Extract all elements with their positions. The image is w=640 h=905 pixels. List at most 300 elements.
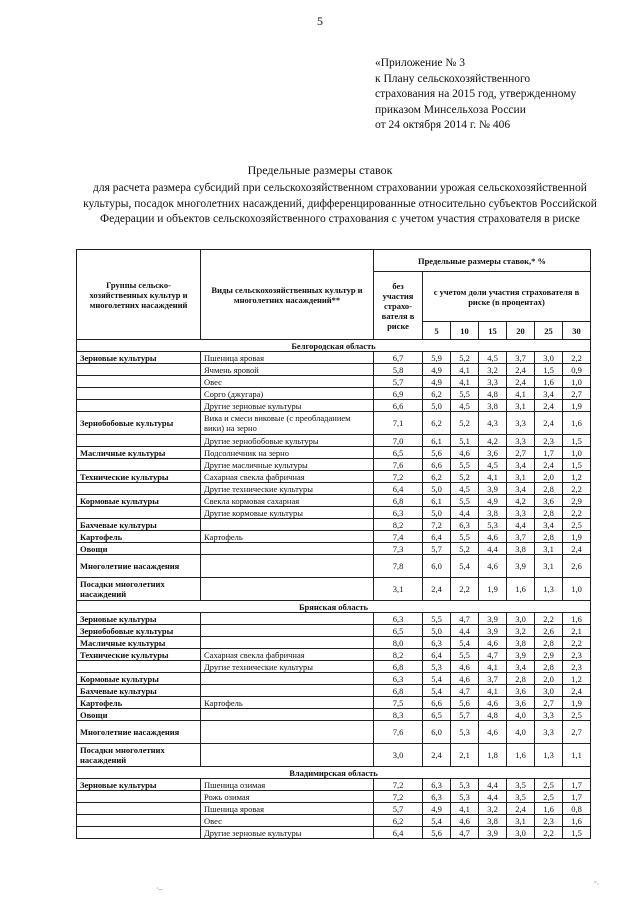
header-share: 10 [451, 322, 479, 340]
table-row [77, 519, 591, 531]
rate-with-participation: 1,0 [563, 578, 591, 601]
crop-group: Картофель [77, 697, 201, 709]
table-row [77, 779, 591, 791]
rate-with-participation: 4,9 [479, 495, 507, 507]
rate-with-participation: 4,6 [479, 697, 507, 709]
page-number: 5 [317, 14, 323, 28]
rate-with-participation: 3,2 [479, 364, 507, 376]
rate-with-participation: 2,3 [563, 649, 591, 661]
rate-with-participation: 5,2 [451, 352, 479, 364]
appendix-note [375, 56, 576, 134]
rate-with-participation: 2,8 [535, 661, 563, 673]
crop-group: Масличные культуры [77, 637, 201, 649]
rate-with-participation: 4,7 [451, 685, 479, 697]
crop-kind [201, 613, 374, 625]
rate-without-participation: 6,3 [374, 673, 423, 685]
rate-with-participation: 4,0 [507, 721, 535, 744]
rate-with-participation: 1,7 [563, 779, 591, 791]
crop-kind [201, 685, 374, 697]
rate-with-participation: 4,5 [451, 483, 479, 495]
rate-with-participation: 1,0 [563, 376, 591, 388]
rate-with-participation: 5,0 [423, 483, 451, 495]
rate-with-participation: 1,8 [479, 744, 507, 767]
rate-with-participation: 2,5 [563, 709, 591, 721]
rate-without-participation: 3,1 [374, 578, 423, 601]
rate-with-participation: 2,4 [507, 364, 535, 376]
crop-group: Бахчевые культуры [77, 519, 201, 531]
rate-without-participation: 6,4 [374, 483, 423, 495]
rate-without-participation: 6,2 [374, 815, 423, 827]
rate-with-participation: 5,7 [423, 543, 451, 555]
crop-kind [201, 543, 374, 555]
rate-with-participation: 5,3 [479, 519, 507, 531]
rate-with-participation: 4,1 [479, 471, 507, 483]
rate-with-participation: 3,7 [479, 673, 507, 685]
crop-kind [201, 578, 374, 601]
rate-with-participation: 4,8 [479, 388, 507, 400]
rate-with-participation: 5,3 [451, 779, 479, 791]
rate-with-participation: 1,6 [563, 412, 591, 435]
rate-with-participation: 3,9 [507, 555, 535, 578]
rate-without-participation: 6,3 [374, 613, 423, 625]
rate-with-participation: 3,5 [507, 791, 535, 803]
table-row [77, 803, 591, 815]
crop-kind [201, 673, 374, 685]
crop-kind: Сахарная свекла фабричная [201, 471, 374, 483]
rate-without-participation: 7,5 [374, 697, 423, 709]
rate-with-participation: 3,1 [535, 543, 563, 555]
rate-with-participation: 2,7 [563, 388, 591, 400]
rate-with-participation: 1,5 [535, 364, 563, 376]
rate-with-participation: 4,4 [479, 543, 507, 555]
rate-without-participation: 3,0 [374, 744, 423, 767]
rate-with-participation: 3,8 [479, 507, 507, 519]
rate-without-participation: 6,8 [374, 661, 423, 673]
rate-with-participation: 6,5 [423, 709, 451, 721]
rate-without-participation: 7,3 [374, 543, 423, 555]
rate-with-participation: 3,3 [479, 376, 507, 388]
rate-with-participation: 3,1 [507, 471, 535, 483]
rate-with-participation: 2,8 [507, 673, 535, 685]
rate-with-participation: 3,8 [507, 637, 535, 649]
rate-with-participation: 3,3 [535, 709, 563, 721]
header-with-participation: с учетом доли участия страхователя в риске (в процентах) [423, 272, 591, 322]
crop-group: Кормовые культуры [77, 495, 201, 507]
crop-kind: Пшеница яровая [201, 352, 374, 364]
rates-table [76, 249, 591, 839]
rate-with-participation: 6,3 [423, 637, 451, 649]
header-without-participation: без участия страхо-вателя в риске [374, 272, 423, 340]
rate-with-participation: 6,6 [423, 697, 451, 709]
rate-with-participation: 2,7 [507, 447, 535, 459]
rate-with-participation: 5,1 [451, 435, 479, 447]
rate-with-participation: 2,7 [535, 697, 563, 709]
table-row [77, 471, 591, 483]
crop-group: Зерновые культуры [77, 352, 201, 364]
table-row [77, 352, 591, 364]
rate-with-participation: 4,4 [507, 519, 535, 531]
rate-with-participation: 4,7 [451, 827, 479, 839]
crop-group: Многолетние насаждения [77, 555, 201, 578]
rate-with-participation: 2,4 [563, 543, 591, 555]
rate-with-participation: 6,3 [423, 779, 451, 791]
rate-with-participation: 1,9 [563, 697, 591, 709]
crop-kind: Другие зернобобовые культуры [201, 435, 374, 447]
rate-with-participation: 4,4 [479, 779, 507, 791]
rate-with-participation: 2,4 [423, 744, 451, 767]
rate-with-participation: 2,2 [451, 578, 479, 601]
crop-group: Зерновые культуры [77, 779, 201, 791]
rate-with-participation: 4,6 [479, 555, 507, 578]
rate-with-participation: 3,3 [507, 507, 535, 519]
rate-with-participation: 4,4 [451, 507, 479, 519]
rate-with-participation: 3,2 [479, 803, 507, 815]
rate-with-participation: 5,3 [423, 661, 451, 673]
rate-with-participation: 1,9 [563, 531, 591, 543]
rate-with-participation: 1,6 [563, 815, 591, 827]
rate-with-participation: 5,2 [451, 412, 479, 435]
appendix-line: к Плану сельскохозяйственного [375, 72, 531, 85]
header-group: Группы сельско-хозяйственных культур и многолетних насаждений [77, 250, 201, 340]
rate-with-participation: 5,5 [451, 459, 479, 471]
rate-without-participation: 8,0 [374, 637, 423, 649]
rate-with-participation: 1,5 [563, 459, 591, 471]
rate-without-participation: 7,2 [374, 471, 423, 483]
rate-with-participation: 2,8 [535, 637, 563, 649]
crop-kind [201, 625, 374, 637]
rate-with-participation: 4,6 [451, 661, 479, 673]
appendix-line: страхования на 2015 год, утвержденному [375, 88, 577, 100]
rate-with-participation: 2,9 [563, 495, 591, 507]
rate-with-participation: 6,4 [423, 531, 451, 543]
rate-with-participation: 4,4 [451, 625, 479, 637]
table-row [77, 625, 591, 637]
rate-with-participation: 5,5 [451, 388, 479, 400]
document-subtitle: для расчета размера субсидий при сельскохозяйственном страховании урожая сельскохозяйственной культуры, посадок многолетних насаждений, дифференцированные относительно субъектов Российской Федерации и объектов сельскохозяйственного страхования с учетом участия страхователя в риске [83, 182, 597, 225]
rate-with-participation: 2,4 [535, 459, 563, 471]
table-row [77, 578, 591, 601]
document-title: Предельные размеры ставок [247, 163, 393, 177]
region-row [77, 601, 591, 613]
rate-with-participation: 4,3 [479, 412, 507, 435]
rate-with-participation: 3,3 [507, 435, 535, 447]
rate-with-participation: 3,7 [507, 531, 535, 543]
rate-with-participation: 2,2 [563, 637, 591, 649]
rate-with-participation: 6,3 [423, 791, 451, 803]
rate-with-participation: 2,9 [535, 649, 563, 661]
rate-with-participation: 0,8 [563, 803, 591, 815]
rate-without-participation: 7,8 [374, 555, 423, 578]
crop-group: Овощи [77, 709, 201, 721]
crop-group [77, 364, 201, 376]
table-row [77, 400, 591, 412]
table-row [77, 613, 591, 625]
crop-group: Масличные культуры [77, 447, 201, 459]
crop-kind: Сорго (джугара) [201, 388, 374, 400]
rate-with-participation: 5,0 [423, 507, 451, 519]
rate-with-participation: 5,5 [451, 649, 479, 661]
crop-group [77, 435, 201, 447]
rate-with-participation: 4,0 [507, 709, 535, 721]
rate-without-participation: 6,3 [374, 507, 423, 519]
rate-with-participation: 4,7 [451, 613, 479, 625]
rate-without-participation: 6,9 [374, 388, 423, 400]
crop-group: Многолетние насаждения [77, 721, 201, 744]
rate-with-participation: 5,3 [451, 791, 479, 803]
rate-with-participation: 3,1 [507, 400, 535, 412]
rate-with-participation: 2,8 [535, 483, 563, 495]
rate-without-participation: 5,7 [374, 803, 423, 815]
rate-without-participation: 7,2 [374, 791, 423, 803]
scan-mark: ˇ· [594, 880, 600, 889]
rate-with-participation: 4,6 [451, 815, 479, 827]
crop-group [77, 661, 201, 673]
rate-with-participation: 4,1 [479, 685, 507, 697]
table-row [77, 364, 591, 376]
rate-with-participation: 6,0 [423, 721, 451, 744]
crop-group: Технические культуры [77, 649, 201, 661]
table-row [77, 483, 591, 495]
rate-with-participation: 2,2 [563, 352, 591, 364]
crop-group [77, 388, 201, 400]
rates-body [77, 340, 591, 839]
rate-with-participation: 3,7 [507, 352, 535, 364]
table-row [77, 435, 591, 447]
crop-group [77, 376, 201, 388]
rate-with-participation: 7,2 [423, 519, 451, 531]
rate-with-participation: 2,4 [423, 578, 451, 601]
rate-with-participation: 3,9 [479, 827, 507, 839]
crop-kind: Другие кормовые культуры [201, 507, 374, 519]
region-row [77, 767, 591, 779]
crop-kind: Другие технические культуры [201, 661, 374, 673]
table-row [77, 791, 591, 803]
rate-with-participation: 4,9 [423, 376, 451, 388]
rate-with-participation: 4,1 [451, 376, 479, 388]
table-row [77, 507, 591, 519]
rate-with-participation: 5,4 [423, 673, 451, 685]
rate-without-participation: 6,7 [374, 352, 423, 364]
table-row [77, 531, 591, 543]
crop-group [77, 507, 201, 519]
rate-with-participation: 1,0 [563, 447, 591, 459]
rate-with-participation: 3,9 [507, 649, 535, 661]
table-row [77, 709, 591, 721]
rate-with-participation: 3,9 [479, 625, 507, 637]
header-share: 25 [535, 322, 563, 340]
crop-kind: Овес [201, 376, 374, 388]
rate-with-participation: 3,5 [507, 779, 535, 791]
rate-with-participation: 3,9 [479, 613, 507, 625]
rate-with-participation: 1,6 [507, 578, 535, 601]
rate-with-participation: 2,6 [563, 555, 591, 578]
rate-with-participation: 4,4 [479, 791, 507, 803]
rate-with-participation: 2,3 [535, 435, 563, 447]
rate-with-participation: 6,1 [423, 435, 451, 447]
table-row [77, 685, 591, 697]
rate-without-participation: 6,8 [374, 495, 423, 507]
rate-with-participation: 3,0 [535, 685, 563, 697]
table-row [77, 697, 591, 709]
region-name: Брянская область [77, 601, 591, 613]
rate-with-participation: 4,6 [479, 531, 507, 543]
rate-with-participation: 4,1 [507, 388, 535, 400]
crop-group: Бахчевые культуры [77, 685, 201, 697]
crop-group [77, 803, 201, 815]
rate-with-participation: 5,4 [451, 555, 479, 578]
rate-without-participation: 7,6 [374, 721, 423, 744]
rate-without-participation: 7,2 [374, 779, 423, 791]
rate-with-participation: 4,5 [451, 400, 479, 412]
rate-with-participation: 3,0 [535, 352, 563, 364]
rate-with-participation: 4,2 [507, 495, 535, 507]
crop-group [77, 483, 201, 495]
table-row [77, 649, 591, 661]
scan-mark: ·– [156, 884, 163, 893]
rate-with-participation: 2,2 [563, 507, 591, 519]
crop-kind: Пшеница яровая [201, 803, 374, 815]
region-name: Белгородская область [77, 340, 591, 352]
rate-with-participation: 5,4 [423, 815, 451, 827]
crop-kind [201, 555, 374, 578]
rate-with-participation: 2,2 [563, 483, 591, 495]
rate-with-participation: 2,3 [563, 661, 591, 673]
appendix-line: «Приложение № 3 [375, 57, 465, 69]
crop-group: Зернобобовые культуры [77, 412, 201, 435]
crop-kind: Картофель [201, 531, 374, 543]
crop-group [77, 791, 201, 803]
rate-without-participation: 6,8 [374, 685, 423, 697]
rate-with-participation: 6,2 [423, 471, 451, 483]
rate-with-participation: 5,2 [451, 543, 479, 555]
rate-with-participation: 2,1 [451, 744, 479, 767]
crop-group: Технические культуры [77, 471, 201, 483]
crop-kind: Свекла кормовая сахарная [201, 495, 374, 507]
crop-group [77, 827, 201, 839]
crop-kind: Картофель [201, 697, 374, 709]
crop-group: Посадки многолетних насаждений [77, 578, 201, 601]
rate-with-participation: 3,3 [507, 412, 535, 435]
rate-without-participation: 7,1 [374, 412, 423, 435]
rate-with-participation: 4,6 [451, 673, 479, 685]
rate-with-participation: 6,3 [451, 519, 479, 531]
rate-with-participation: 3,4 [507, 483, 535, 495]
rate-without-participation: 7,4 [374, 531, 423, 543]
rate-with-participation: 5,7 [451, 709, 479, 721]
rate-with-participation: 2,3 [535, 815, 563, 827]
table-row [77, 661, 591, 673]
rate-with-participation: 1,6 [535, 376, 563, 388]
crop-group: Картофель [77, 531, 201, 543]
rate-with-participation: 5,0 [423, 625, 451, 637]
rate-with-participation: 6,1 [423, 495, 451, 507]
rate-with-participation: 4,1 [479, 661, 507, 673]
crop-group: Зерновые культуры [77, 613, 201, 625]
crop-group: Зернобобовые культуры [77, 625, 201, 637]
crop-kind [201, 637, 374, 649]
rate-with-participation: 2,5 [535, 791, 563, 803]
rate-with-participation: 2,1 [563, 625, 591, 637]
header-share: 30 [563, 322, 591, 340]
crop-kind: Другие масличные культуры [201, 459, 374, 471]
rate-with-participation: 2,4 [535, 400, 563, 412]
crop-group [77, 459, 201, 471]
rate-with-participation: 1,1 [563, 744, 591, 767]
table-row [77, 388, 591, 400]
rate-with-participation: 1,9 [563, 400, 591, 412]
rate-with-participation: 3,4 [507, 459, 535, 471]
appendix-line: приказом Минсельхоза России [375, 103, 526, 116]
rate-without-participation: 6,5 [374, 447, 423, 459]
rate-with-participation: 1,6 [535, 803, 563, 815]
crop-kind [201, 709, 374, 721]
rate-with-participation: 5,6 [423, 447, 451, 459]
rate-with-participation: 2,4 [507, 376, 535, 388]
rate-with-participation: 1,2 [563, 471, 591, 483]
rate-with-participation: 4,8 [479, 709, 507, 721]
crop-kind [201, 744, 374, 767]
table-row [77, 447, 591, 459]
table-row [77, 637, 591, 649]
rate-with-participation: 3,8 [507, 543, 535, 555]
table-row [77, 459, 591, 471]
header-share: 5 [423, 322, 451, 340]
table-row [77, 827, 591, 839]
table-row [77, 376, 591, 388]
header-kind: Виды сельскохозяйственных культур и многолетних насаждений** [201, 250, 374, 340]
rate-without-participation: 6,5 [374, 625, 423, 637]
rate-with-participation: 3,1 [535, 555, 563, 578]
rate-with-participation: 3,4 [535, 519, 563, 531]
crop-kind: Подсолнечник на зерно [201, 447, 374, 459]
table-row [77, 721, 591, 744]
rate-with-participation: 4,2 [479, 435, 507, 447]
region-name: Владимирская область [77, 767, 591, 779]
rate-with-participation: 2,0 [535, 673, 563, 685]
rate-with-participation: 1,3 [535, 744, 563, 767]
rate-with-participation: 3,2 [507, 625, 535, 637]
crop-kind: Рожь озимая [201, 791, 374, 803]
rate-with-participation: 3,8 [479, 815, 507, 827]
rate-with-participation: 4,6 [479, 721, 507, 744]
crop-group [77, 400, 201, 412]
rate-with-participation: 1,2 [563, 673, 591, 685]
rate-with-participation: 2,6 [535, 625, 563, 637]
rate-with-participation: 2,4 [563, 685, 591, 697]
rate-with-participation: 6,2 [423, 388, 451, 400]
rate-with-participation: 6,2 [423, 412, 451, 435]
rate-with-participation: 3,4 [507, 661, 535, 673]
rate-with-participation: 5,6 [451, 697, 479, 709]
rate-without-participation: 8,3 [374, 709, 423, 721]
rate-with-participation: 2,7 [563, 721, 591, 744]
rate-with-participation: 6,4 [423, 649, 451, 661]
rate-with-participation: 4,6 [451, 447, 479, 459]
crop-kind: Сахарная свекла фабричная [201, 649, 374, 661]
table-row [77, 412, 591, 435]
rate-with-participation: 1,5 [563, 827, 591, 839]
rate-with-participation: 3,6 [535, 495, 563, 507]
rate-with-participation: 4,1 [451, 803, 479, 815]
crop-group: Овощи [77, 543, 201, 555]
rate-with-participation: 5,3 [451, 721, 479, 744]
rate-with-participation: 4,9 [423, 803, 451, 815]
rate-with-participation: 5,9 [423, 352, 451, 364]
rate-with-participation: 3,1 [507, 815, 535, 827]
rate-with-participation: 2,8 [535, 531, 563, 543]
rate-with-participation: 1,3 [535, 578, 563, 601]
rate-with-participation: 3,6 [479, 447, 507, 459]
